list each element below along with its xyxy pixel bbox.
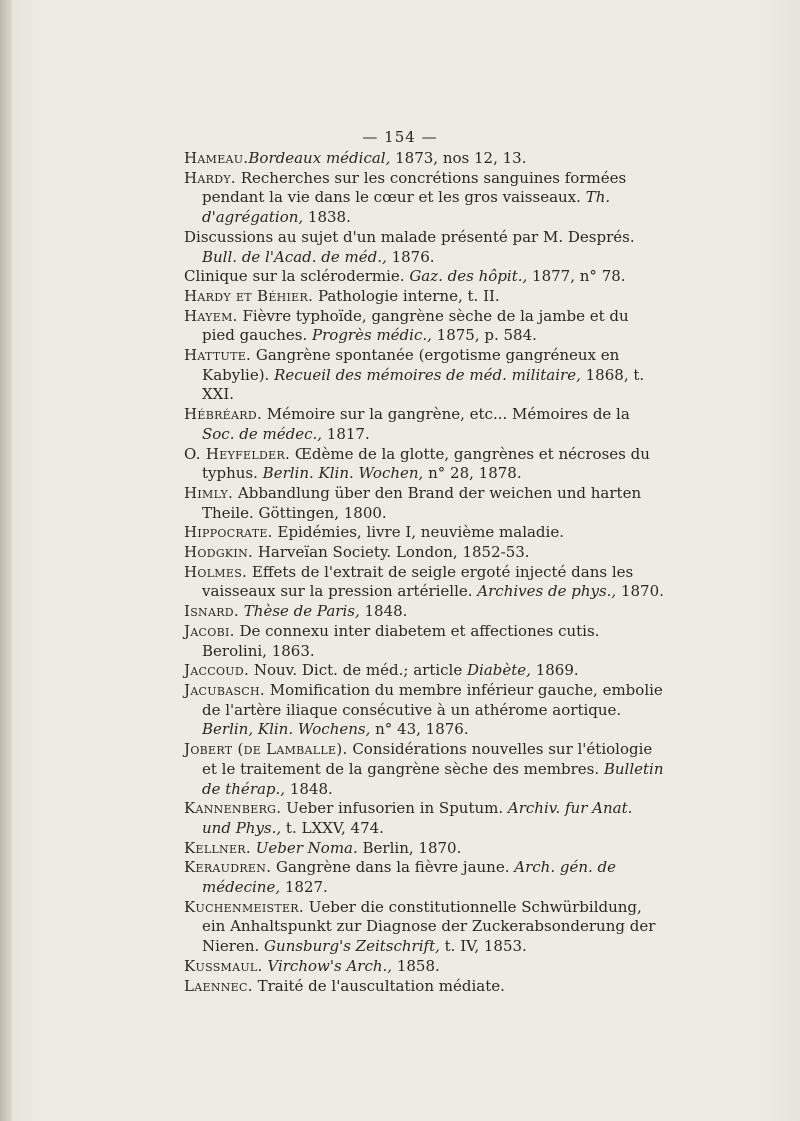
entry-source: Bulletin de thérap., [202,759,664,798]
entry-source: Thèse de Paris, [243,602,360,621]
entry-author: Jacobi. [184,621,235,640]
entry-text: Ueber infusorien in Sputum. [281,799,508,818]
entry-author: Laennec. [184,976,253,995]
entry-source: Berlin, Klin. Wochens, [202,720,371,739]
entry-source: Bull. de l'Acad. de méd., [202,247,387,266]
entry-source: Archiv. fur Anat. und Phys., [202,799,633,837]
entry-source: Berlin. Klin. Wochen, [262,464,424,483]
bibliography-entry [184,622,664,661]
entry-source: Gunsburg's Zeitschrift, [264,937,440,956]
entry-author: Kuchenmeister. [184,897,304,916]
entry-details: 1876. [386,247,435,266]
entry-details: 1838. [303,208,351,227]
entry-text: Pathologie interne, t. II. [313,286,500,305]
entry-text: Fièvre typhoïde, gangrène sèche de la jambe et du pied gauches. [202,306,629,345]
entry-author: Isnard. [184,602,239,621]
entry-details: n° 43, 1876. [370,720,469,739]
entry-text: Mémoire sur la gangrène, etc... Mémoires de la [262,405,630,424]
bibliography-entry [184,445,664,484]
entry-text: Œdème de la glotte, gangrènes et nécroses du typhus. [202,444,650,483]
entry-details: 1868, t. XXI. [202,365,645,404]
entry-source: Bordeaux médical, [248,149,391,167]
entry-details: t. IV, 1853. [439,937,527,956]
entry-text: Epidémies, livre I, neuvième maladie. [272,523,564,542]
entry-details: 1870. [616,582,664,601]
bibliography-entry [184,681,664,740]
entry-author: Jacubasch. [184,680,265,699]
entry-source: Virchow's Arch., [267,956,393,975]
entry-author: Hameau. [184,149,249,167]
entry-author: Hardy et Béhier. [184,286,314,305]
bibliography-entry [184,977,664,997]
entry-source: Recueil des mémoires de méd. militaire, [274,365,581,384]
bibliography-entry [184,484,664,523]
bibliography-entry [184,307,664,346]
entry-details: 1848. [285,779,333,798]
bibliography-entry [184,563,664,602]
page-number: — 154 — [362,128,438,146]
entry-text: Nouv. Dict. de méd.; article [249,661,468,680]
entry-text: Gangrène dans la fièvre jaune. [271,858,515,877]
entry-details: 1827. [280,878,328,897]
bibliography-entry [184,858,664,897]
entry-text: Recherches sur les concrétions sanguines formées pendant la vie dans le cœur et les gros vaisseaux. [202,168,627,207]
entry-author: Hattute. [184,346,252,365]
entry-text: Effets de l'extrait de seigle ergoté injecté dans les vaisseaux sur la pression artérielle. [202,562,634,601]
entry-author: Kellner. [184,838,251,857]
bibliography-entry [184,523,664,543]
entry-author: Himly. [184,483,234,502]
entry-author: Jobert (de Lamballe). [184,740,348,759]
entry-source: Archives de phys., [477,582,617,601]
entry-author: Holmes. [184,562,248,581]
bibliography-entry [184,898,664,957]
entry-author: O. Heyfelder. [184,444,291,463]
bibliography-entry [184,149,664,169]
entry-text: Considérations nouvelles sur l'étiologie et le traitement de la gangrène sèche des membres. [202,740,653,778]
entry-details: 1848. [359,602,408,621]
entry-author: Hébréard. [184,405,263,424]
entry-details: 1873, nos 12, 13. [390,149,527,167]
entry-author: Hippocrate. [184,523,273,542]
bibliography-entry [184,346,664,405]
entry-text: De connexu inter diabetem et affectiones cutis. Berolini, 1863. [202,621,600,660]
entry-text: Traité de l'auscultation médiate. [252,976,505,995]
bibliography-entry [184,602,664,622]
entry-details: 1877, n° 78. [527,267,626,286]
page-binding-edge [0,0,12,1121]
bibliography-entry [184,740,664,799]
entry-author: Hodgkin. [184,543,254,562]
entry-details: 1875, p. 584. [431,326,537,345]
bibliography-entry [184,228,664,267]
bibliography-entry [184,405,664,444]
entry-source: Soc. de médec., [202,424,323,443]
bibliography-entry [184,661,664,681]
entry-details: 1817. [322,424,370,443]
bibliography-list [184,149,664,996]
entry-details: 1869. [530,661,579,680]
entry-author: Jaccoud. [184,661,250,680]
entry-source: Gaz. des hôpit., [409,267,528,286]
entry-author: Kannenberg. [184,799,282,818]
entry-source: Diabète, [467,661,531,680]
entry-source: Th. d'agrégation, [202,188,611,227]
entry-text: Abbandlung über den Brand der weichen und harten Theile. Göttingen, 1800. [202,483,642,522]
entry-details: 1858. [392,956,440,975]
entry-text: Clinique sur la sclérodermie. [184,267,410,286]
entry-details: Berlin, 1870. [357,838,462,857]
entry-text: Ueber die constitutionnelle Schwürbildung, ein Anhaltspunkt zur Diagnose der Zuckerabsonderung der Nieren. [202,897,656,956]
entry-details: t. LXXV, 474. [281,818,384,837]
entry-text: Discussions au sujet d'un malade présenté par M. Després. [184,227,635,246]
entry-text: Harveïan Society. London, 1852-53. [253,543,530,562]
entry-details: n° 28, 1878. [423,464,522,483]
entry-text: Gangrène spontanée (ergotisme gangréneux en Kabylie). [202,346,620,384]
entry-author: Hayem. [184,306,238,325]
entry-source: Arch. gén. de médecine, [202,858,617,897]
entry-source: Ueber Noma. [255,838,358,857]
bibliography-entry [184,799,664,838]
bibliography-entry [184,543,664,563]
bibliography-entry [184,267,664,287]
entry-text: Momification du membre inférieur gauche, embolie de l'artère iliaque consécutive à un athérome aortique. [202,680,663,719]
entry-source: Progrès médic., [312,326,432,345]
bibliography-entry [184,839,664,859]
bibliography-entry [184,169,664,228]
bibliography-entry [184,957,664,977]
entry-author: Kussmaul. [184,956,263,975]
bibliography-entry [184,287,664,307]
entry-author: Keraudren. [184,858,272,877]
entry-author: Hardy. [184,168,236,187]
